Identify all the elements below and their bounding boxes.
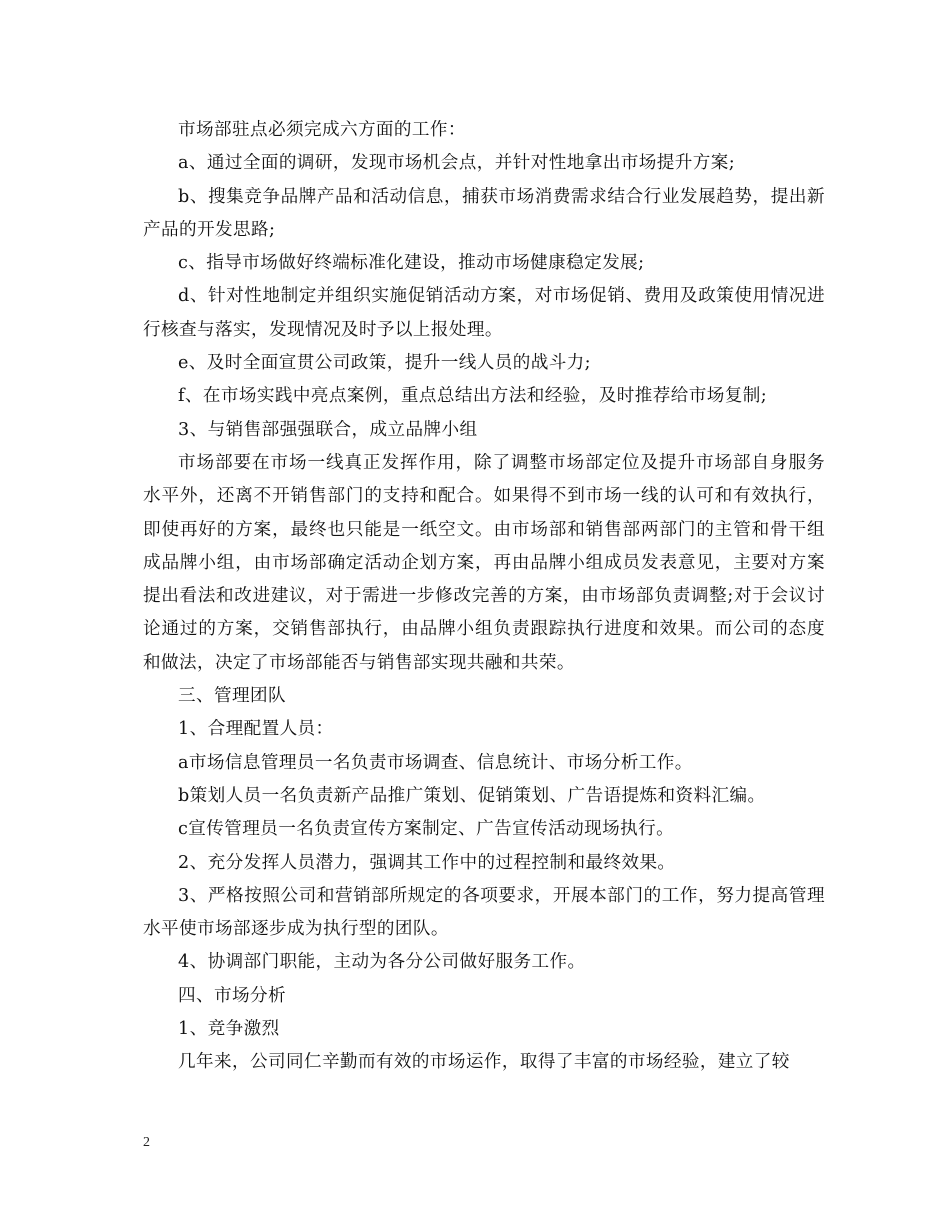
list-item: c宣传管理员一名负责宣传方案制定、广告宣传活动现场执行。	[178, 819, 675, 840]
section-heading: 三、管理团队	[178, 686, 286, 707]
document-body	[143, 114, 825, 1080]
list-item: a市场信息管理员一名负责市场调查、信息统计、市场分析工作。	[178, 752, 693, 773]
list-item: 2、充分发挥人员潜力，强调其工作中的过程控制和最终效果。	[178, 852, 676, 873]
list-item-c: c、指导市场做好终端标准化建设，推动市场健康稳定发展;	[178, 253, 645, 274]
subheading: 1、合理配置人员：	[178, 719, 334, 740]
list-item-f: f、在市场实践中亮点案例，重点总结出方法和经验，及时推荐给市场复制;	[178, 386, 768, 407]
paragraph: 几年来，公司同仁辛勤而有效的市场运作，取得了丰富的市场经验，建立了较	[178, 1052, 790, 1073]
list-item: b策划人员一名负责新产品推广策划、促销策划、广告语提炼和资料汇编。	[178, 785, 766, 806]
list-item-b: b、搜集竞争品牌产品和活动信息，捕获市场消费需求结合行业发展趋势，提出新产品的开发思路;	[143, 186, 825, 240]
list-item: 4、协调部门职能，主动为各分公司做好服务工作。	[178, 952, 586, 973]
paragraph: 市场部驻点必须完成六方面的工作：	[178, 120, 466, 140]
list-item-a: a、通过全面的调研，发现市场机会点，并针对性地拿出市场提升方案;	[178, 153, 736, 174]
section-heading: 四、市场分析	[178, 985, 286, 1006]
subheading: 3、与销售部强强联合，成立品牌小组	[178, 419, 478, 440]
subheading: 1、竞争激烈	[178, 1019, 280, 1040]
page-number: 2	[143, 1135, 150, 1150]
list-item-e: e、及时全面宣贯公司政策，提升一线人员的战斗力;	[178, 353, 592, 374]
list-item-d: d、针对性地制定并组织实施促销活动方案，对市场促销、费用及政策使用情况进行核查与落实，发现情况及时予以上报处理。	[143, 286, 825, 340]
paragraph: 市场部要在市场一线真正发挥作用，除了调整市场部定位及提升市场部自身服务水平外，还离不开销售部门的支持和配合。如果得不到市场一线的认可和有效执行，即使再好的方案，最终也只能是一纸空文。由市场部和销售部两部门的主管和骨干组成品牌小组，由市场部确定活动企划方案，再由品牌小组成员发表意见，主要对方案提出看法和改进建议，对于需进一步修改完善的方案，由市场部负责调整;对于会议讨论通过的方案，交销售部执行，由品牌小组负责跟踪执行进度和效果。而公司的态度和做法，决定了市场部能否与销售部实现共融和共荣。	[143, 452, 825, 673]
list-item: 3、严格按照公司和营销部所规定的各项要求，开展本部门的工作，努力提高管理水平使市场部逐步成为执行型的团队。	[143, 885, 825, 940]
